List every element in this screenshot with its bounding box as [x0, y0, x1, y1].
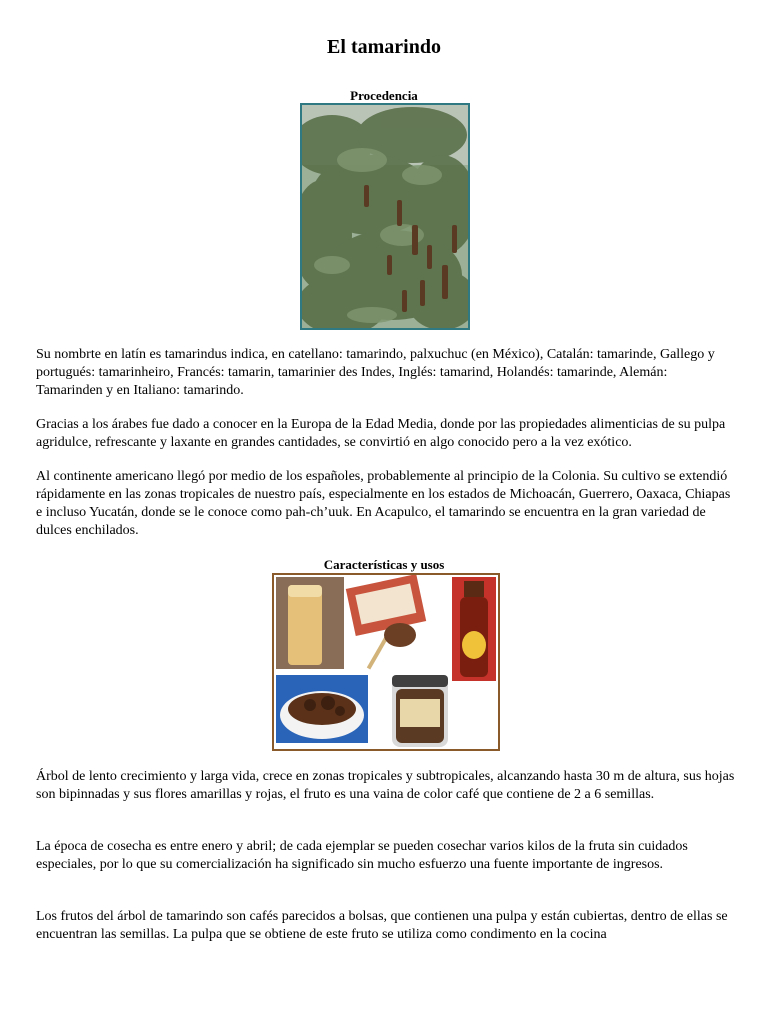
paragraph-names: Su nombrte en latín es tamarindus indica, en catellano: tamarindo, palxuchuc (en México), Catalán: tamarinde, Gallego y portugués: tamarinheiro, Francés: tamarin, tamarinier des Indes, Inglés: tamarind, Holandés: tamarinde, Alemán: Tamarinden y en Italiano: tamarindo.	[36, 347, 715, 398]
page-title: El tamarindo	[327, 36, 441, 58]
paragraph-fruits: Los frutos del árbol de tamarindo son cafés parecidos a bolsas, que contienen una pulpa y están cubiertas, dentro de ellas se encuentran las semillas. La pulpa que se obtiene de este fruto se utiliza como condimento en la cocina	[36, 909, 728, 942]
tamarind-products-collage	[272, 573, 500, 751]
section-heading-procedencia: Procedencia	[350, 88, 418, 103]
candy-bowl-image	[276, 675, 368, 743]
paragraph-harvest: La época de cosecha es entre enero y abril; de cada ejemplar se pueden cosechar varios kilos de la fruta sin cuidados especiales, por lo que su comercialización ha significado sin mucho esfuerzo una fuente importante de ingresos.	[36, 839, 688, 872]
paragraph-america: Al continente americano llegó por medio de los españoles, probablemente al principio de la Colonia. Su cultivo se extendió rápidamente en las zonas tropicales de nuestro país, especialmente en los estados de Michoacán, Guerrero, Oaxaca, Chiapas e incluso Yucatán, donde se le conoce como pah-ch’uuk. En Acapulco, el tamarindo se encuentra en la gran variedad de dulces enchilados.	[36, 469, 731, 538]
jar-image	[392, 675, 448, 747]
juice-glass-image	[276, 577, 344, 669]
paragraph-history: Gracias a los árabes fue dado a conocer en la Europa de la Edad Media, donde por las propiedades alimenticias de su pulpa agridulce, refrescante y laxante en grandes cantidades, se convirtió en algo conocido pero a la vez exótico.	[36, 417, 726, 450]
tamarind-tree-photo	[300, 103, 470, 330]
syrup-bottle-image	[452, 577, 496, 681]
section-heading-caracteristicas: Características y usos	[323, 557, 445, 572]
paragraph-tree-description: Árbol de lento crecimiento y larga vida, crece en zonas tropicales y subtropicales, alcanzando hasta 30 m de altura, sus hojas son bipinnadas y sus flores amarillas y rojas, el fruto es una vaina de color café que contiene de 2 a 6 semillas.	[36, 769, 735, 802]
